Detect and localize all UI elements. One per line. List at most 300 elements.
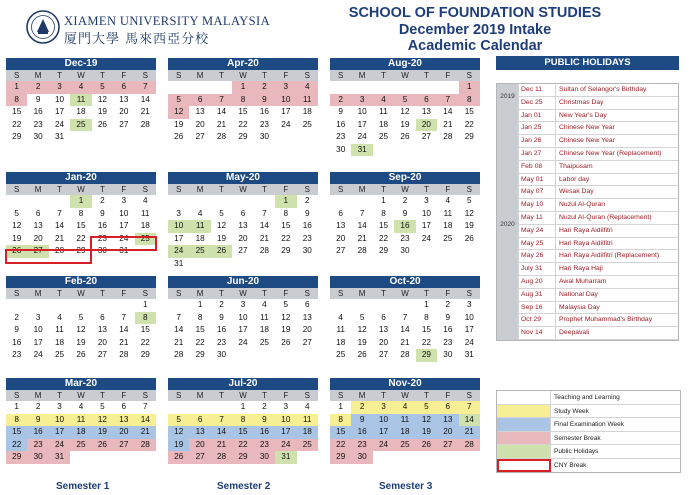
week-row <box>168 131 318 144</box>
weekday-header-row <box>168 390 318 401</box>
day-cell: 18 <box>336 337 346 347</box>
day-cell <box>437 81 458 94</box>
day-cell: 28 <box>459 439 480 452</box>
day-cell: 5 <box>78 312 84 322</box>
month-title: Jan-20 <box>6 172 156 184</box>
week-row <box>6 94 156 107</box>
day-cell: 9 <box>254 94 275 107</box>
day-cell: 25 <box>336 350 346 359</box>
day-cell: 11 <box>394 414 415 427</box>
weekday-label: T <box>261 185 267 194</box>
holiday-name: Nuzul Al-Quran (Replacement) <box>559 213 652 221</box>
weekday-label: F <box>121 289 127 298</box>
day-cell: 11 <box>140 208 150 218</box>
day-cell: 25 <box>189 245 210 258</box>
day-cell: 23 <box>400 233 410 243</box>
day-cell <box>416 81 437 94</box>
day-cell: 10 <box>168 220 189 233</box>
day-cell: 10 <box>373 414 394 427</box>
day-cell: 21 <box>140 107 150 116</box>
day-cell: 27 <box>437 439 458 452</box>
day-cell <box>211 258 232 271</box>
day-cell: 12 <box>416 414 437 427</box>
week-row <box>6 426 156 439</box>
day-cell: 5 <box>416 401 437 414</box>
weekday-label: M <box>34 289 42 298</box>
day-cell: 20 <box>379 337 389 347</box>
day-cell: 4 <box>57 312 62 322</box>
month-calendar <box>168 276 318 362</box>
holiday-date: Dec 25 <box>519 97 556 109</box>
day-cell <box>70 299 91 312</box>
legend-swatch <box>497 391 551 404</box>
day-cell: 10 <box>33 325 43 334</box>
day-cell: 11 <box>70 414 91 427</box>
day-cell: 17 <box>55 107 65 116</box>
week-row <box>6 208 156 221</box>
weekday-label: S <box>14 391 20 400</box>
day-cell: 21 <box>400 337 410 347</box>
day-cell: 25 <box>55 350 65 359</box>
day-cell: 27 <box>113 439 134 452</box>
day-cell: 4 <box>197 208 203 218</box>
day-cell <box>189 258 210 271</box>
day-cell: 6 <box>416 94 437 107</box>
day-cell: 8 <box>6 414 27 427</box>
day-cell: 24 <box>168 245 189 258</box>
holiday-date: July 31 <box>519 263 556 275</box>
day-cell: 8 <box>283 208 289 218</box>
day-cell: 28 <box>119 350 129 359</box>
week-row <box>330 131 480 144</box>
weekday-label: S <box>304 391 310 400</box>
day-cell: 28 <box>259 246 269 255</box>
week-row <box>168 312 318 325</box>
legend-swatch <box>497 432 551 445</box>
month-title: Mar-20 <box>6 378 156 390</box>
week-row <box>168 245 318 258</box>
day-cell: 13 <box>302 312 312 322</box>
day-cell: 25 <box>443 233 453 243</box>
holiday-row <box>497 97 678 110</box>
day-cell <box>92 299 113 312</box>
holiday-row <box>497 225 678 238</box>
weekday-label: T <box>99 185 105 194</box>
day-cell: 11 <box>260 312 269 322</box>
weekday-label: W <box>239 185 247 194</box>
day-cell: 1 <box>459 81 480 94</box>
holiday-date: Dec 11 <box>519 84 556 96</box>
holiday-name: Sultan of Selangor's Birthday <box>559 86 647 93</box>
day-cell <box>351 81 372 94</box>
day-cell: 14 <box>119 325 129 334</box>
day-cell: 24 <box>281 119 291 129</box>
day-cell: 19 <box>400 119 410 129</box>
day-cell: 12 <box>464 208 474 218</box>
month-title: Apr-20 <box>168 58 318 70</box>
day-cell: 22 <box>330 439 351 452</box>
weekday-label: T <box>219 185 224 194</box>
holiday-date: May 11 <box>519 212 556 224</box>
day-cell: 18 <box>55 337 65 347</box>
week-row <box>168 414 318 427</box>
day-cell: 4 <box>297 81 318 94</box>
week-row <box>168 208 318 221</box>
day-cell <box>275 258 296 271</box>
day-cell <box>168 401 189 414</box>
day-cell: 9 <box>304 208 310 218</box>
week-row <box>330 401 480 414</box>
day-cell: 29 <box>238 132 248 141</box>
day-cell <box>459 144 480 157</box>
week-row <box>6 81 156 94</box>
week-row <box>6 451 156 464</box>
holiday-date: Aug 20 <box>519 276 556 288</box>
day-cell: 5 <box>92 81 113 94</box>
day-cell: 15 <box>232 426 253 439</box>
day-cell: 28 <box>217 132 227 141</box>
holiday-date: May 10 <box>519 199 556 211</box>
day-cell: 3 <box>176 208 181 218</box>
day-cell: 22 <box>281 233 291 243</box>
day-cell: 14 <box>55 221 65 230</box>
weekday-label: M <box>196 185 204 194</box>
day-cell: 7 <box>459 401 480 414</box>
day-cell: 7 <box>176 312 181 322</box>
week-row <box>330 324 480 337</box>
day-cell: 16 <box>12 337 22 347</box>
weekday-label: W <box>401 185 409 194</box>
week-row <box>168 106 318 119</box>
day-cell: 2 <box>262 402 267 411</box>
day-cell: 26 <box>464 233 474 243</box>
holiday-row <box>497 289 678 302</box>
day-cell: 16 <box>259 107 269 116</box>
weekday-label: F <box>283 185 289 194</box>
holiday-row <box>497 110 678 123</box>
weekday-label: M <box>196 71 204 80</box>
day-cell: 16 <box>27 426 48 439</box>
day-cell: 25 <box>259 337 269 347</box>
holiday-row <box>497 199 678 212</box>
day-cell: 22 <box>12 119 22 129</box>
day-cell: 21 <box>443 119 453 129</box>
day-cell: 29 <box>464 132 474 141</box>
day-cell: 15 <box>195 325 205 334</box>
day-cell: 9 <box>402 208 408 218</box>
day-cell: 10 <box>119 208 129 218</box>
weekday-label: M <box>34 391 42 400</box>
legend-row <box>497 445 680 459</box>
day-cell: 18 <box>76 107 86 116</box>
holiday-row <box>497 161 678 174</box>
day-cell: 10 <box>55 94 65 104</box>
day-cell: 18 <box>394 426 415 439</box>
day-cell: 29 <box>140 350 150 359</box>
holiday-date: Sep 16 <box>519 302 556 314</box>
day-cell <box>189 81 210 94</box>
day-cell: 1 <box>424 300 429 309</box>
weekday-label: S <box>304 71 310 80</box>
title-line-school: SCHOOL OF FOUNDATION STUDIES <box>348 5 602 21</box>
year-label-2020: 2020 <box>497 110 518 340</box>
day-cell: 12 <box>168 106 189 119</box>
month-calendar <box>168 58 318 144</box>
weekday-label: S <box>304 289 310 298</box>
day-cell: 29 <box>12 132 22 141</box>
holiday-row <box>497 174 678 187</box>
day-cell: 3 <box>121 196 127 205</box>
weekday-label: S <box>176 185 182 194</box>
day-cell: 13 <box>113 414 134 427</box>
day-cell <box>330 195 351 208</box>
weekday-label: F <box>283 71 289 80</box>
day-cell <box>373 451 394 464</box>
day-cell: 31 <box>351 144 372 157</box>
holiday-date: May 01 <box>519 174 556 186</box>
day-cell: 26 <box>357 350 367 359</box>
day-cell: 22 <box>195 337 205 347</box>
day-cell: 19 <box>92 426 113 439</box>
legend-row <box>497 405 680 419</box>
day-cell: 18 <box>443 221 453 230</box>
weekday-label: T <box>57 71 62 80</box>
day-cell: 26 <box>92 439 113 452</box>
legend-swatch <box>497 418 551 431</box>
day-cell: 2 <box>330 94 351 107</box>
weekday-label: M <box>196 391 204 400</box>
university-seal-logo <box>26 10 60 44</box>
weekday-label: T <box>423 289 429 298</box>
day-cell: 24 <box>49 439 70 452</box>
day-cell: 9 <box>219 312 224 322</box>
day-cell <box>254 195 275 208</box>
week-row <box>168 349 318 362</box>
month-calendar <box>6 378 156 464</box>
day-cell: 5 <box>466 196 472 205</box>
day-cell: 26 <box>281 337 291 347</box>
weekday-label: T <box>381 185 386 194</box>
day-cell: 10 <box>357 107 367 116</box>
day-cell: 23 <box>259 119 269 129</box>
day-cell <box>135 131 156 144</box>
weekday-label: T <box>219 71 224 80</box>
week-row <box>168 439 318 452</box>
day-cell: 11 <box>443 208 453 218</box>
weekday-label: T <box>261 289 267 298</box>
day-cell <box>275 349 296 362</box>
day-cell: 23 <box>443 337 453 347</box>
day-cell: 28 <box>357 246 367 255</box>
weekday-header-row <box>330 390 480 401</box>
day-cell: 9 <box>445 312 451 322</box>
day-cell: 15 <box>12 107 22 116</box>
month-calendar <box>6 276 156 362</box>
day-cell: 16 <box>443 325 453 334</box>
day-cell: 24 <box>238 337 248 347</box>
holiday-date: Jan 01 <box>519 110 556 122</box>
day-cell: 11 <box>70 94 91 107</box>
day-cell: 28 <box>135 439 156 452</box>
day-cell: 2 <box>14 312 19 322</box>
day-cell: 10 <box>275 414 296 427</box>
day-cell: 2 <box>254 81 275 94</box>
weekday-header-row <box>168 70 318 81</box>
day-cell: 10 <box>275 94 296 107</box>
day-cell: 14 <box>259 221 269 230</box>
day-cell: 19 <box>464 221 474 230</box>
day-cell: 7 <box>135 81 156 94</box>
day-cell: 5 <box>219 208 224 218</box>
weekday-label: F <box>445 391 451 400</box>
weekday-label: W <box>239 289 247 298</box>
day-cell: 2 <box>304 196 310 205</box>
day-cell: 30 <box>254 451 275 464</box>
weekday-header-row <box>6 390 156 401</box>
day-cell <box>437 245 458 258</box>
day-cell <box>168 299 189 312</box>
day-cell <box>297 349 318 362</box>
day-cell: 19 <box>174 119 184 129</box>
day-cell: 28 <box>55 246 65 255</box>
cny-break-outline <box>5 249 92 264</box>
day-cell <box>416 144 437 157</box>
day-cell: 17 <box>33 337 43 347</box>
holiday-name: Deepavali <box>559 329 590 337</box>
day-cell: 11 <box>297 414 318 427</box>
weekday-label: W <box>77 71 85 80</box>
day-cell: 20 <box>336 233 346 243</box>
day-cell <box>330 81 351 94</box>
day-cell: 18 <box>195 233 205 243</box>
day-cell <box>394 81 415 94</box>
weekday-label: S <box>142 391 148 400</box>
holiday-row <box>497 84 678 97</box>
day-cell: 24 <box>33 350 43 359</box>
week-row <box>168 324 318 337</box>
day-cell: 1 <box>381 196 386 205</box>
weekday-label: F <box>445 185 451 194</box>
day-cell: 16 <box>302 221 312 230</box>
day-cell <box>189 401 210 414</box>
week-row <box>330 81 480 94</box>
day-cell: 28 <box>400 350 410 359</box>
day-cell <box>373 81 394 94</box>
day-cell <box>297 451 318 464</box>
day-cell <box>459 245 480 258</box>
week-row <box>330 337 480 350</box>
weekday-label: T <box>57 185 62 194</box>
day-cell: 9 <box>35 94 41 104</box>
day-cell: 3 <box>57 402 62 411</box>
weekday-label: S <box>466 185 472 194</box>
day-cell: 16 <box>336 119 346 129</box>
day-cell: 13 <box>379 325 389 334</box>
holiday-date: May 24 <box>519 225 556 237</box>
day-cell: 21 <box>211 439 232 452</box>
legend-label: Final Examination Week <box>554 421 624 428</box>
holiday-name: Hari Raya Aidilfitri <box>559 226 613 234</box>
day-cell: 9 <box>254 414 275 427</box>
weekday-label: T <box>57 391 62 400</box>
day-cell: 16 <box>351 426 372 439</box>
day-cell: 11 <box>189 220 210 233</box>
weekday-label: T <box>423 185 429 194</box>
day-cell: 29 <box>76 246 86 255</box>
day-cell: 6 <box>189 94 210 107</box>
day-cell <box>113 451 134 464</box>
weekday-label: S <box>14 185 20 194</box>
day-cell: 8 <box>6 94 27 107</box>
day-cell <box>70 131 91 144</box>
day-cell: 18 <box>70 426 91 439</box>
day-cell: 13 <box>336 221 346 230</box>
day-cell: 21 <box>135 426 156 439</box>
day-cell: 6 <box>381 312 386 322</box>
weekday-label: F <box>121 185 127 194</box>
day-cell: 2 <box>219 300 224 309</box>
day-cell: 25 <box>70 439 91 452</box>
day-cell: 27 <box>97 350 107 359</box>
day-cell: 8 <box>78 208 84 218</box>
day-cell: 1 <box>197 300 203 309</box>
day-cell: 8 <box>330 414 351 427</box>
weekday-header-row <box>6 184 156 195</box>
weekday-header-row <box>6 70 156 81</box>
day-cell: 30 <box>443 350 453 359</box>
weekday-label: S <box>466 391 472 400</box>
week-row <box>6 119 156 132</box>
day-cell: 22 <box>232 439 253 452</box>
day-cell: 3 <box>351 94 372 107</box>
holiday-name: Nuzul Al-Quran <box>559 201 606 209</box>
day-cell: 3 <box>49 81 70 94</box>
holiday-date: Oct 29 <box>519 314 556 326</box>
day-cell <box>373 144 394 157</box>
day-cell: 9 <box>338 107 343 116</box>
day-cell: 12 <box>357 325 367 334</box>
day-cell: 15 <box>464 107 474 116</box>
legend-row <box>497 418 680 432</box>
week-row <box>330 312 480 325</box>
day-cell <box>232 349 253 362</box>
day-cell <box>92 451 113 464</box>
day-cell <box>394 299 415 312</box>
day-cell: 20 <box>302 325 312 334</box>
weekday-label: S <box>466 289 472 298</box>
week-row <box>330 349 480 362</box>
day-cell: 12 <box>217 221 227 230</box>
day-cell: 19 <box>97 107 107 116</box>
day-cell: 13 <box>97 325 107 334</box>
day-cell: 4 <box>262 300 267 309</box>
semester-1-label: Semester 1 <box>56 481 110 492</box>
week-row <box>330 119 480 132</box>
day-cell: 13 <box>421 107 431 116</box>
weekday-label: M <box>196 289 204 298</box>
weekday-label: S <box>142 71 148 80</box>
day-cell: 20 <box>119 107 129 116</box>
day-cell <box>297 258 318 271</box>
day-cell: 4 <box>304 402 310 411</box>
day-cell: 6 <box>121 402 127 411</box>
day-cell: 1 <box>338 402 343 411</box>
holiday-row <box>497 314 678 327</box>
weekday-label: M <box>358 391 366 400</box>
holiday-row <box>497 250 678 263</box>
day-cell: 4 <box>373 94 394 107</box>
day-cell: 24 <box>464 337 474 347</box>
